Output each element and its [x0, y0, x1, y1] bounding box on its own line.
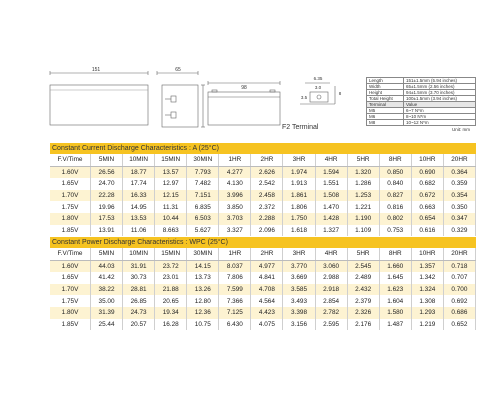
value-cell: 3.770 [283, 260, 315, 272]
table-row [50, 178, 476, 190]
column-header: 3HR [283, 154, 315, 166]
value-cell: 2.988 [315, 272, 347, 284]
terminal-dim-b: 3.0 [314, 85, 322, 90]
value-cell: 2.854 [315, 295, 347, 307]
dimension-label: Width [367, 84, 404, 90]
value-cell: 5.627 [187, 225, 219, 237]
dimension-label: Height [367, 90, 404, 96]
value-cell: 1.913 [283, 178, 315, 190]
value-cell: 2.458 [251, 190, 283, 202]
value-cell: 0.663 [411, 201, 443, 213]
value-cell: 1.618 [283, 225, 315, 237]
value-cell: 4.423 [251, 307, 283, 319]
value-cell: 20.65 [155, 295, 187, 307]
table-row [50, 260, 476, 272]
value-cell: 1.580 [379, 307, 411, 319]
power-table [50, 248, 476, 330]
column-header: 10HR [411, 154, 443, 166]
current-section [50, 143, 476, 236]
power-table-title: Constant Power Discharge Characteristics : WPC (25°C) [50, 237, 476, 248]
value-cell: 1.487 [379, 319, 411, 331]
value-cell: 0.652 [443, 319, 475, 331]
value-cell: 4.130 [219, 178, 251, 190]
value-cell: 21.88 [155, 284, 187, 296]
column-header: 3HR [283, 248, 315, 260]
value-cell: 11.06 [123, 225, 155, 237]
table-row [50, 166, 476, 178]
value-cell: 17.53 [91, 213, 123, 225]
value-cell: 7.482 [187, 178, 219, 190]
value-cell: 1.219 [411, 319, 443, 331]
table-row [50, 190, 476, 202]
column-header: 2HR [251, 248, 283, 260]
value-cell: 0.354 [443, 190, 475, 202]
value-cell: 2.542 [251, 178, 283, 190]
value-cell: 24.70 [91, 178, 123, 190]
column-header: 10MIN [123, 154, 155, 166]
value-cell: 13.57 [155, 166, 187, 178]
column-header: 1HR [219, 154, 251, 166]
value-cell: 1.357 [411, 260, 443, 272]
value-cell: 6.430 [219, 319, 251, 331]
value-cell: 19.34 [155, 307, 187, 319]
value-cell: 3.703 [219, 213, 251, 225]
value-cell: 4.564 [251, 295, 283, 307]
value-cell: 11.31 [155, 201, 187, 213]
dimension-label: M8 [367, 120, 404, 126]
dimension-value: 8~10 N*m [403, 114, 475, 120]
dimension-row [367, 120, 476, 126]
value-cell: 3.398 [283, 307, 315, 319]
value-cell: 31.39 [91, 307, 123, 319]
value-cell: 31.91 [123, 260, 155, 272]
value-cell: 0.682 [411, 178, 443, 190]
value-cell: 2.288 [251, 213, 283, 225]
value-cell: 35.00 [91, 295, 123, 307]
value-cell: 1.308 [411, 295, 443, 307]
column-header: 4HR [315, 154, 347, 166]
value-cell: 7.366 [219, 295, 251, 307]
value-cell: 14.15 [187, 260, 219, 272]
value-cell: 1.806 [283, 201, 315, 213]
value-cell: 2.782 [315, 307, 347, 319]
table-row [50, 284, 476, 296]
voltage-cell: 1.75V [50, 295, 91, 307]
value-cell: 12.36 [187, 307, 219, 319]
value-cell: 0.816 [379, 201, 411, 213]
column-header: 8HR [379, 154, 411, 166]
value-cell: 18.77 [123, 166, 155, 178]
value-cell: 8.037 [219, 260, 251, 272]
value-cell: 30.73 [123, 272, 155, 284]
voltage-cell: 1.60V [50, 260, 91, 272]
value-cell: 0.840 [379, 178, 411, 190]
value-cell: 3.996 [219, 190, 251, 202]
value-cell: 3.585 [283, 284, 315, 296]
voltage-cell: 1.65V [50, 272, 91, 284]
column-header: 15MIN [155, 248, 187, 260]
voltage-cell: 1.70V [50, 190, 91, 202]
column-header: 2HR [251, 154, 283, 166]
value-cell: 13.53 [123, 213, 155, 225]
dimension-value: 10~12 N*m [403, 120, 475, 126]
voltage-cell: 1.80V [50, 213, 91, 225]
terminal-caption: F2 Terminal [282, 124, 319, 131]
value-cell: 10.75 [187, 319, 219, 331]
value-cell: 0.654 [411, 213, 443, 225]
value-cell: 1.320 [347, 166, 379, 178]
value-cell: 2.545 [347, 260, 379, 272]
terminal-dim-c: 8 [338, 91, 342, 96]
value-cell: 2.626 [251, 166, 283, 178]
value-cell: 2.326 [347, 307, 379, 319]
column-header: 8HR [379, 248, 411, 260]
value-cell: 16.28 [155, 319, 187, 331]
value-cell: 2.372 [251, 201, 283, 213]
value-cell: 12.15 [155, 190, 187, 202]
value-cell: 1.861 [283, 190, 315, 202]
value-cell: 0.364 [443, 166, 475, 178]
value-cell: 1.253 [347, 190, 379, 202]
value-cell: 13.91 [91, 225, 123, 237]
dimension-label: Terminal [367, 102, 404, 108]
value-cell: 1.190 [347, 213, 379, 225]
value-cell: 1.293 [411, 307, 443, 319]
value-cell: 20.57 [123, 319, 155, 331]
value-cell: 2.379 [347, 295, 379, 307]
voltage-cell: 1.60V [50, 166, 91, 178]
value-cell: 0.350 [443, 201, 475, 213]
dimension-label: M5 [367, 108, 404, 114]
value-cell: 1.508 [315, 190, 347, 202]
value-cell: 0.359 [443, 178, 475, 190]
value-cell: 1.324 [411, 284, 443, 296]
dimension-label: Length [367, 78, 404, 84]
column-header: 4HR [315, 248, 347, 260]
value-cell: 0.700 [443, 284, 475, 296]
front-view [157, 71, 205, 127]
column-header: 20HR [443, 154, 475, 166]
voltage-cell: 1.70V [50, 284, 91, 296]
value-cell: 2.096 [251, 225, 283, 237]
column-header: 5MIN [91, 154, 123, 166]
value-cell: 0.690 [411, 166, 443, 178]
value-cell: 7.151 [187, 190, 219, 202]
top-view [50, 71, 148, 125]
value-cell: 38.22 [91, 284, 123, 296]
value-cell: 12.80 [187, 295, 219, 307]
table-row [50, 213, 476, 225]
current-table [50, 154, 476, 236]
table-row [50, 319, 476, 331]
value-cell: 0.707 [443, 272, 475, 284]
column-header: 30MIN [187, 248, 219, 260]
value-cell: 22.28 [91, 190, 123, 202]
dimension-label: M6 [367, 114, 404, 120]
column-header: 30MIN [187, 154, 219, 166]
value-cell: 28.81 [123, 284, 155, 296]
column-header: 1HR [219, 248, 251, 260]
value-cell: 14.95 [123, 201, 155, 213]
value-cell: 7.793 [187, 166, 219, 178]
value-cell: 8.663 [155, 225, 187, 237]
value-cell: 13.73 [187, 272, 219, 284]
dim-width-label: 65 [175, 67, 181, 73]
value-cell: 4.708 [251, 284, 283, 296]
power-section [50, 237, 476, 330]
value-cell: 0.686 [443, 307, 475, 319]
value-cell: 3.669 [283, 272, 315, 284]
dim-length-label: 151 [91, 67, 101, 73]
value-cell: 2.918 [315, 284, 347, 296]
value-cell: 1.623 [379, 284, 411, 296]
current-table-title: Constant Current Discharge Characteristics : A (25°C) [50, 143, 476, 154]
value-cell: 7.806 [219, 272, 251, 284]
value-cell: 1.660 [379, 260, 411, 272]
value-cell: 4.075 [251, 319, 283, 331]
value-cell: 3.493 [283, 295, 315, 307]
voltage-cell: 1.75V [50, 201, 91, 213]
value-cell: 6.503 [187, 213, 219, 225]
value-cell: 13.26 [187, 284, 219, 296]
table-row [50, 272, 476, 284]
value-cell: 0.718 [443, 260, 475, 272]
table-row [50, 295, 476, 307]
value-cell: 1.594 [315, 166, 347, 178]
dim-side-label: 98 [241, 85, 247, 91]
value-cell: 0.850 [379, 166, 411, 178]
column-header: 5HR [347, 248, 379, 260]
column-header: 5HR [347, 154, 379, 166]
value-cell: 2.432 [347, 284, 379, 296]
table-row [50, 225, 476, 237]
voltage-cell: 1.80V [50, 307, 91, 319]
value-cell: 1.428 [315, 213, 347, 225]
value-cell: 2.489 [347, 272, 379, 284]
value-cell: 1.109 [347, 225, 379, 237]
table-row [50, 201, 476, 213]
value-cell: 6.835 [187, 201, 219, 213]
value-cell: 0.329 [443, 225, 475, 237]
value-cell: 0.753 [379, 225, 411, 237]
value-cell: 19.96 [91, 201, 123, 213]
unit-note: Unit: mm [452, 127, 470, 132]
column-header: F.V/Time [50, 154, 91, 166]
column-header: 15MIN [155, 154, 187, 166]
value-cell: 2.176 [347, 319, 379, 331]
value-cell: 0.827 [379, 190, 411, 202]
dimension-label: Total Height [367, 96, 404, 102]
value-cell: 1.645 [379, 272, 411, 284]
voltage-cell: 1.85V [50, 225, 91, 237]
value-cell: 17.74 [123, 178, 155, 190]
value-cell: 7.125 [219, 307, 251, 319]
value-cell: 1.974 [283, 166, 315, 178]
column-header: 5MIN [91, 248, 123, 260]
value-cell: 2.595 [315, 319, 347, 331]
value-cell: 16.33 [123, 190, 155, 202]
value-cell: 26.56 [91, 166, 123, 178]
value-cell: 3.327 [219, 225, 251, 237]
value-cell: 44.03 [91, 260, 123, 272]
value-cell: 1.551 [315, 178, 347, 190]
value-cell: 4.277 [219, 166, 251, 178]
dimension-value: 94±1.5mm (3.70 inches) [403, 90, 475, 96]
table-row [50, 307, 476, 319]
value-cell: 1.342 [411, 272, 443, 284]
voltage-cell: 1.65V [50, 178, 91, 190]
value-cell: 3.060 [315, 260, 347, 272]
value-cell: 10.44 [155, 213, 187, 225]
dimension-value: 6~7 N*m [403, 108, 475, 114]
value-cell: 0.692 [443, 295, 475, 307]
value-cell: 3.156 [283, 319, 315, 331]
value-cell: 1.750 [283, 213, 315, 225]
value-cell: 4.841 [251, 272, 283, 284]
dimension-value: 151±1.5mm (5.94 inches) [403, 78, 475, 84]
dimension-table [366, 77, 476, 126]
voltage-cell: 1.85V [50, 319, 91, 331]
value-cell: 7.599 [219, 284, 251, 296]
value-cell: 0.347 [443, 213, 475, 225]
dimension-value: 65±1.5mm (2.56 inches) [403, 84, 475, 90]
value-cell: 1.470 [315, 201, 347, 213]
column-header: 10MIN [123, 248, 155, 260]
value-cell: 0.802 [379, 213, 411, 225]
terminal-dim-a: 6.35 [313, 76, 323, 81]
dimension-value: 100±1.5mm (3.94 inches) [403, 96, 475, 102]
value-cell: 1.221 [347, 201, 379, 213]
value-cell: 1.327 [315, 225, 347, 237]
value-cell: 1.604 [379, 295, 411, 307]
value-cell: 1.286 [347, 178, 379, 190]
column-header: 10HR [411, 248, 443, 260]
column-header: F.V/Time [50, 248, 91, 260]
terminal-dim-d: 3.5 [300, 95, 308, 100]
value-cell: 0.616 [411, 225, 443, 237]
value-cell: 23.72 [155, 260, 187, 272]
value-cell: 12.97 [155, 178, 187, 190]
value-cell: 41.42 [91, 272, 123, 284]
value-cell: 0.672 [411, 190, 443, 202]
value-cell: 24.73 [123, 307, 155, 319]
dimension-value: Value [403, 102, 475, 108]
value-cell: 25.44 [91, 319, 123, 331]
value-cell: 4.977 [251, 260, 283, 272]
column-header: 20HR [443, 248, 475, 260]
value-cell: 26.85 [123, 295, 155, 307]
value-cell: 23.01 [155, 272, 187, 284]
value-cell: 3.850 [219, 201, 251, 213]
